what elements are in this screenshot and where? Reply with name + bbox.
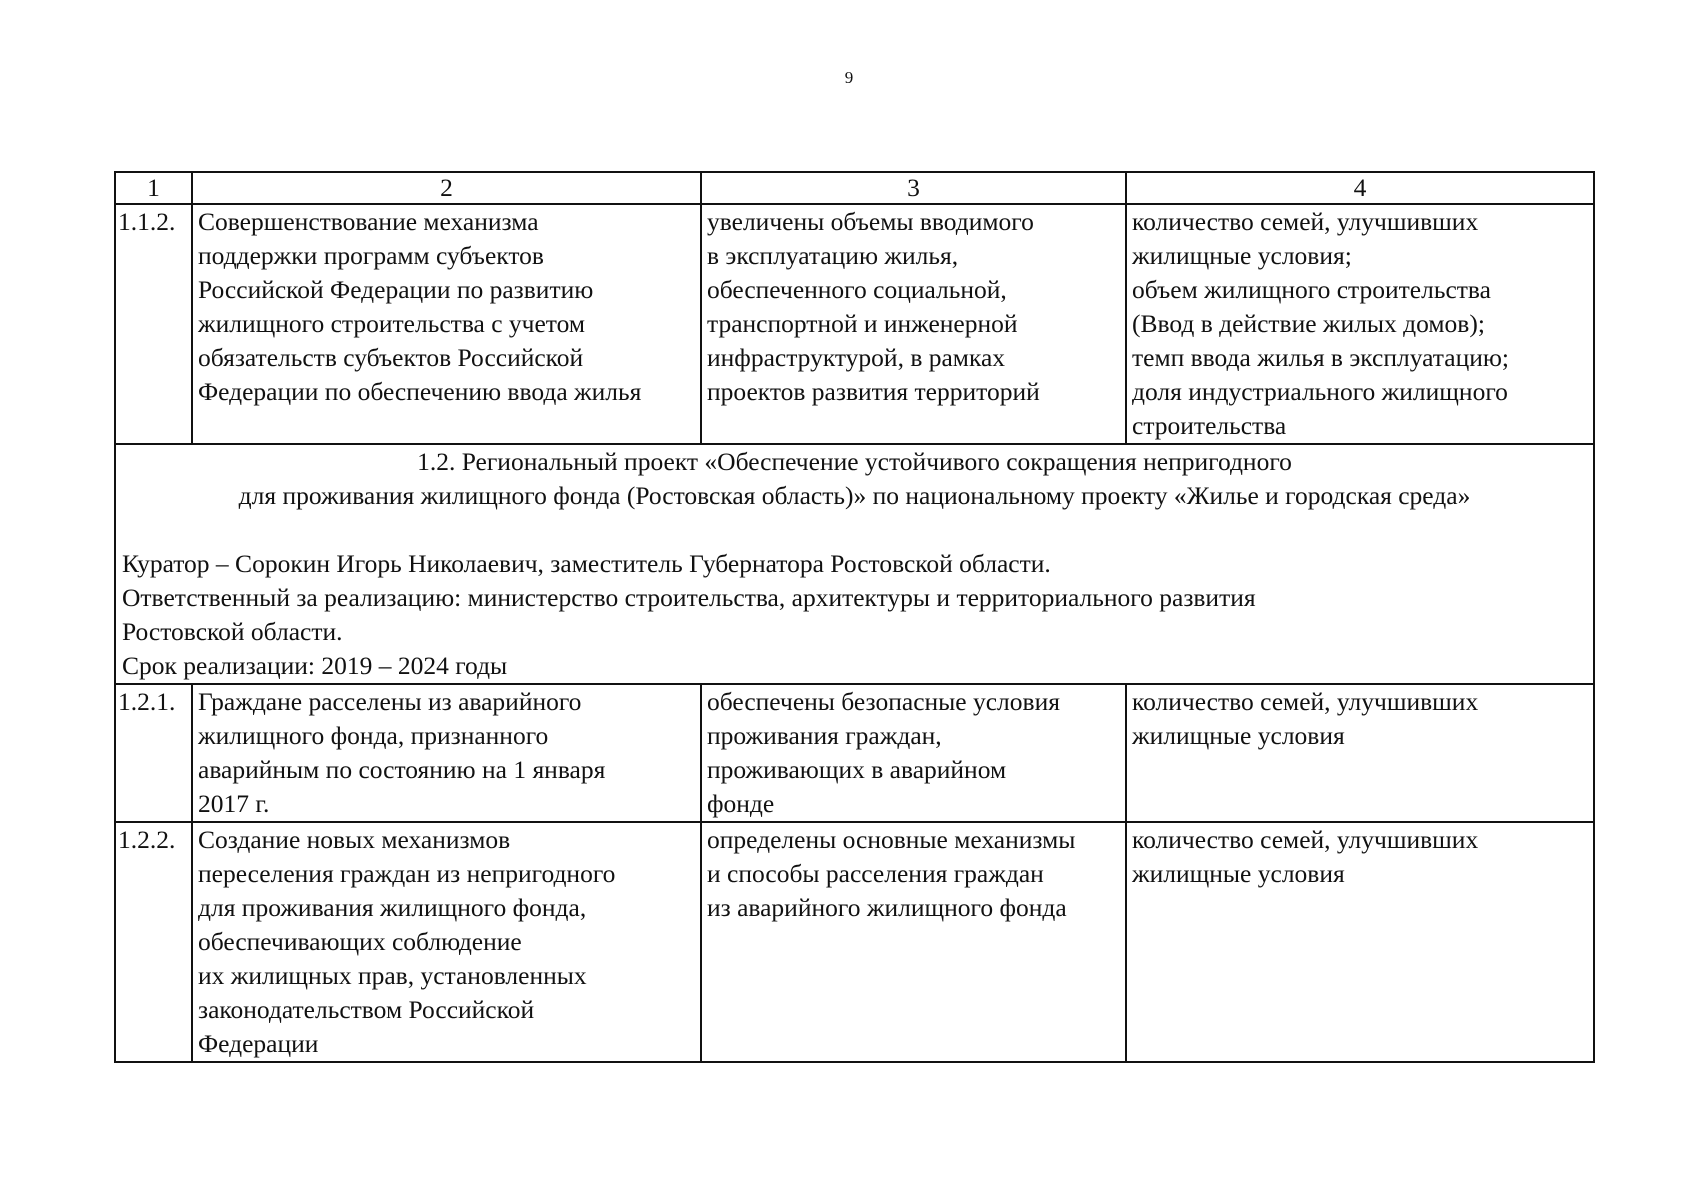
section-title-line-2: для проживания жилищного фонда (Ростовская область)» по национальному проекту «Жилье и городская среда» bbox=[238, 481, 1471, 510]
section-curator: Куратор – Сорокин Игорь Николаевич, заместитель Губернатора Ростовской области. bbox=[122, 549, 1051, 578]
section-responsible-line-2: Ростовской области. bbox=[122, 617, 343, 646]
row-number: 1.1.2. bbox=[115, 204, 192, 444]
measure-name: Совершенствование механизма поддержки программ субъектов Российской Федерации по развитию жилищного строительства с учетом обязательств субъектов Российской Федерации по обеспечению ввода жилья bbox=[192, 204, 701, 444]
section-title-line-1: 1.2. Региональный проект «Обеспечение устойчивого сокращения непригодного bbox=[417, 447, 1292, 476]
section-cell bbox=[115, 444, 1594, 684]
section-term: Срок реализации: 2019 – 2024 годы bbox=[122, 651, 508, 680]
expected-result: обеспечены безопасные условия проживания граждан, проживающих в аварийном фонде bbox=[701, 684, 1126, 822]
column-number-4: 4 bbox=[1126, 172, 1594, 204]
measure-name: Граждане расселены из аварийного жилищного фонда, признанного аварийным по состоянию на 1 января 2017 г. bbox=[192, 684, 701, 822]
measure-name: Создание новых механизмов переселения граждан из непригодного для проживания жилищного фонда, обеспечивающих соблюдение их жилищных прав, установленных законодательством Российской Федерации bbox=[192, 822, 701, 1062]
expected-result: определены основные механизмы и способы расселения граждан из аварийного жилищного фонда bbox=[701, 822, 1126, 1062]
column-number-2: 2 bbox=[192, 172, 701, 204]
table-header-row bbox=[115, 172, 1594, 204]
table-row bbox=[115, 822, 1594, 1062]
section-row bbox=[115, 444, 1594, 684]
section-spacer bbox=[122, 513, 1587, 547]
indicator: количество семей, улучшивших жилищные условия bbox=[1126, 684, 1594, 822]
section-responsible-line-1: Ответственный за реализацию: министерство строительства, архитектуры и территориального развития bbox=[122, 583, 1256, 612]
measures-table bbox=[114, 171, 1595, 1063]
table-row bbox=[115, 204, 1594, 444]
table-row bbox=[115, 684, 1594, 822]
expected-result: увеличены объемы вводимого в эксплуатацию жилья, обеспеченного социальной, транспортной и инженерной инфраструктурой, в рамках проектов развития территорий bbox=[701, 204, 1126, 444]
row-number: 1.2.2. bbox=[115, 822, 192, 1062]
column-number-3: 3 bbox=[701, 172, 1126, 204]
page-number: 9 bbox=[844, 68, 854, 87]
column-number-1: 1 bbox=[115, 172, 192, 204]
indicator: количество семей, улучшивших жилищные условия bbox=[1126, 822, 1594, 1062]
row-number: 1.2.1. bbox=[115, 684, 192, 822]
indicator: количество семей, улучшивших жилищные условия; объем жилищного строительства (Ввод в действие жилых домов); темп ввода жилья в эксплуатацию; доля индустриального жилищного строительства bbox=[1126, 204, 1594, 444]
